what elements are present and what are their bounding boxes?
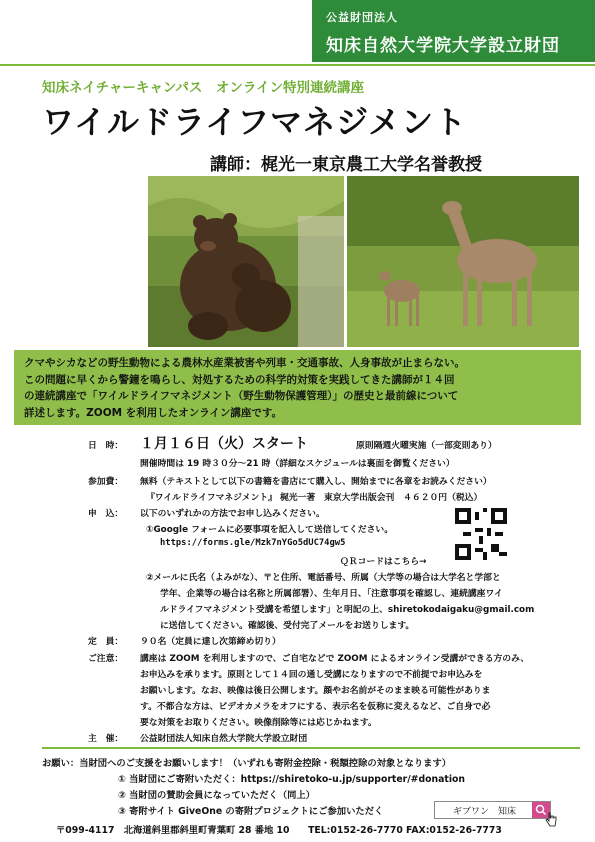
notes-line: 要な対策をお取りください。映像削除等には応じかねます。 xyxy=(140,718,377,728)
search-query: ギブワン 知床 xyxy=(453,807,517,817)
host-text: 公益財団法人知床自然大学院大学設立財団 xyxy=(140,734,308,744)
capacity-text: ９０名（定員に達し次第締め切り） xyxy=(140,637,281,647)
organization-banner xyxy=(312,0,595,62)
intro-line: クマやシカなどの野生動物による農林水産業被害や列車・交通事故、人身事故が止まらない。 xyxy=(24,357,465,369)
notes-line: 講座は ZOOM を利用しますので、ご自宅などで ZOOM によるオンライン受講ができる方のみ、 xyxy=(140,654,530,664)
apply-option-email-4: に送信してください。確認後、受付完了メールをお送りします。 xyxy=(160,621,415,631)
deer-photo xyxy=(347,176,579,347)
top-divider xyxy=(0,64,595,66)
org-name: 知床自然大学院大学設立財団 xyxy=(326,36,560,56)
apply-label: 申 込： xyxy=(88,509,124,519)
apply-option-google: ①Google フォームに必要事項を記入して送信してください。 xyxy=(146,525,393,535)
intro-text xyxy=(24,355,572,421)
cursor-hand-icon xyxy=(545,812,557,832)
notes-label: ご注意： xyxy=(88,654,124,664)
intro-line: この問題に早くから警鐘を鳴らし、対処するための科学的対策を実践してきた講師が１４回 xyxy=(24,373,455,386)
fee-label: 参加費： xyxy=(88,477,124,487)
google-form-link[interactable]: https://forms.gle/Mzk7nYGo5dUC74gw5 xyxy=(160,538,346,548)
section-divider xyxy=(42,747,580,749)
session-time: 開催時間は 19 時３０分～21 時（詳細なスケジュールは裏面を御覧ください） xyxy=(140,459,455,469)
start-date: １月１６日（火）スタート xyxy=(140,436,308,452)
host-label: 主 催： xyxy=(88,734,124,744)
intro-box xyxy=(14,350,581,425)
apply-option-email-2: 学年、企業等の場合は名称と所属部署）、生年月日、「注意事項を確認し、連続講座ワイ xyxy=(160,589,503,599)
donation-request: お願い：当財団へのご支援をお願いします！（いずれも寄附金控除・税額控除の対象となります） xyxy=(42,758,452,769)
notes-line: す。不都合な方は、ビデオカメラをオフにする、表示名を仮称に変えるなど、ご自身で必 xyxy=(140,702,491,712)
date-label: 日 時： xyxy=(88,441,124,451)
qr-caption: ＱＲコードはこちら→ xyxy=(340,557,427,567)
textbook-info: 『ワイルドライフマネジメント』 梶光一著 東京大学出版会刊 ４６２０円（税込） xyxy=(146,493,483,503)
org-type-label: 公益財団法人 xyxy=(326,11,398,24)
apply-intro: 以下のいずれかの方法でお申し込みください。 xyxy=(140,509,325,519)
fee-text: 無料（テキストとして以下の書籍を書店にて購入し、開始までに各章をお読みください） xyxy=(140,477,492,487)
series-subtitle: 知床ネイチャーキャンパス オンライン特別連続講座 xyxy=(42,80,364,96)
donation-option-3: ③ 寄附サイト GiveOne の寄附プロジェクトにご参加いただく xyxy=(118,806,384,817)
footer-contact: 〒099-4117 北海道斜里郡斜里町青葉町 28 番地 10 TEL:0152-26-7770 FAX:0152-26-7773 xyxy=(56,825,502,836)
giveone-search-box[interactable] xyxy=(434,801,551,819)
bears-photo xyxy=(148,176,344,347)
qr-code[interactable] xyxy=(455,508,507,560)
date-note: 原則隔週火曜実施（一部変則あり） xyxy=(356,441,497,451)
donation-option-1[interactable]: ① 当財団にご寄附いただく：https://shiretoko-u.jp/supporter/#donation xyxy=(118,774,466,785)
donation-option-2: ② 当財団の賛助会員になっていただく（同上） xyxy=(118,790,316,801)
notes-line: お願いします。なお、映像は後日公開します。顔やお名前がそのまま映る可能性がありま xyxy=(140,686,491,696)
notes-line: お申込みを承ります。原則として１４回の通し受講になりますので不前提でお申込みを xyxy=(140,670,483,680)
capacity-label: 定 員： xyxy=(88,637,124,647)
intro-line: 詳述します。ZOOM を利用したオンライン講座です。 xyxy=(24,406,283,419)
intro-line: の連続講座で「ワイルドライフマネジメント（野生動物保護管理）」の歴史と最前線について xyxy=(24,390,459,402)
lecturer-name: 講師：梶光一東京農工大学名誉教授 xyxy=(210,155,482,175)
apply-option-email-3: ルドライフマネジメント受講を希望します」と明記の上、shiretokodaigaku@gmail.com xyxy=(160,605,535,615)
apply-option-email-1: ②メールに氏名（よみがな）、〒と住所、電話番号、所属（大学等の場合は大学名と学部と xyxy=(146,573,501,583)
page-title: ワイルドライフマネジメント xyxy=(42,103,468,141)
